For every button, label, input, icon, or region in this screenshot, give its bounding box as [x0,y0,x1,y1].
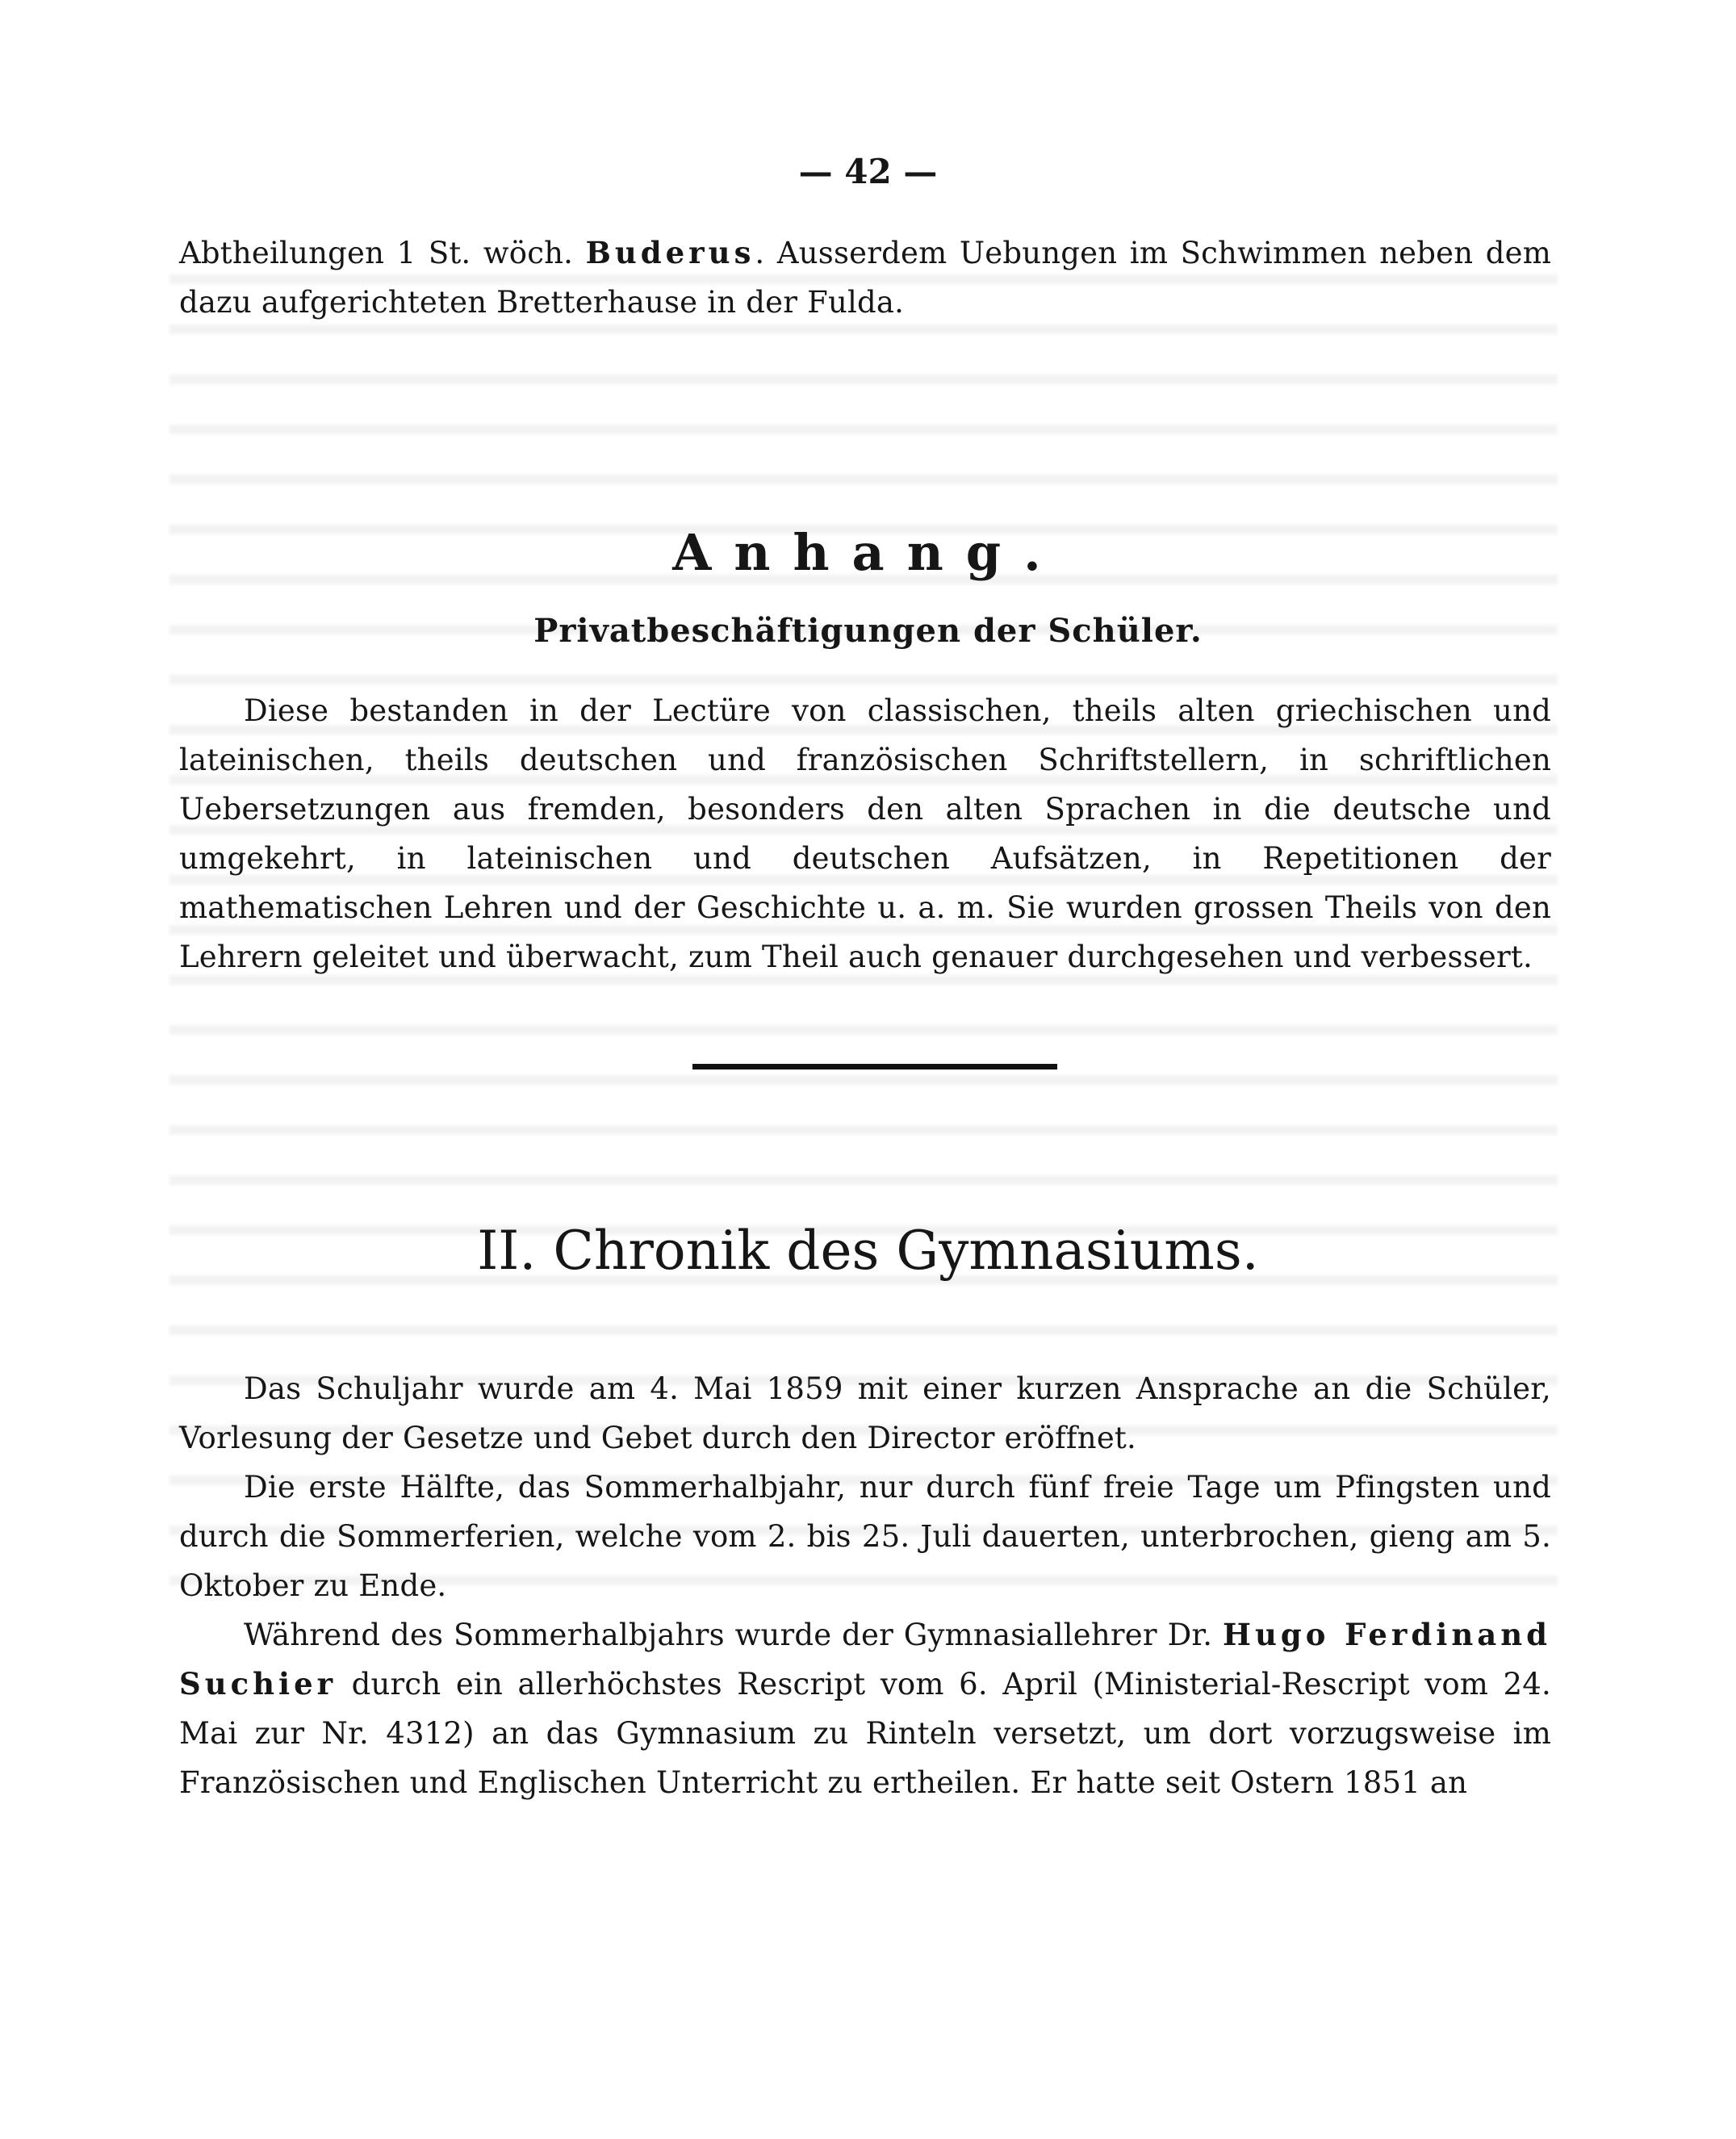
appendix-subheading: Privatbeschäftigungen der Schüler. [533,612,1203,650]
top-paragraph-text-1: Abtheilungen 1 St. wöch. [179,236,586,270]
page-number: — 42 — [798,152,938,191]
chronicle-paragraph-3-text-a: Während des Sommerhalbjahrs wurde der Gymnasiallehrer Dr. [244,1618,1224,1652]
appendix-heading: Anhang. [672,523,1064,582]
chronicle-paragraph-3-text-b: durch ein allerhöchstes Rescript vom 6. April (Ministerial-Rescript vom 24. Mai zur Nr. 4312) an das Gymnasium zu Rinteln versetzt, um dort vorzugsweise im Französischen und Englischen Unterricht zu ertheilen. Er hatte seit Ostern 1851 an [179,1667,1551,1800]
top-paragraph-text-2: . Ausserdem Uebungen im Schwimmen neben dem dazu aufgerichteten Bretterhause in der Fulda. [179,236,1552,320]
chronicle-paragraph-2: Die erste Hälfte, das Sommerhalbjahr, nur durch fünf freie Tage um Pfingsten und durch die Sommerferien, welche vom 2. bis 25. Juli dauerten, unterbrochen, gieng am 5. Oktober zu Ende. [179,1470,1551,1603]
appendix-body [179,686,1551,982]
chronicle-paragraph-3 [179,1610,1551,1807]
chronicle-heading: II. Chronik des Gymnasiums. [477,1220,1259,1282]
person-name-buderus: Buderus [585,235,755,270]
person-name-suchier: Hugo Ferdinand Suchier [179,1617,1551,1702]
appendix-paragraph: Diese bestanden in der Lectüre von classischen, theils alten griechischen und lateinischen, theils deutschen und französischen Schriftstellern, in schriftlichen Uebersetzungen aus fremden, besonders den alten Sprachen in die deutsche und umgekehrt, in lateinischen und deutschen Aufsätzen, in Repetitionen der mathematischen Lehren und der Geschichte u. a. m. Sie wurden grossen Theils von den Lehrern geleitet und überwacht, zum Theil auch genauer durchgesehen und verbessert. [179,693,1551,974]
section-divider [692,1064,1057,1070]
chronicle-body [179,1364,1551,1807]
top-paragraph [179,228,1551,327]
chronicle-paragraph-1: Das Schuljahr wurde am 4. Mai 1859 mit einer kurzen Ansprache an die Schüler, Vorlesung der Gesetze und Gebet durch den Director eröffnet. [179,1371,1551,1455]
